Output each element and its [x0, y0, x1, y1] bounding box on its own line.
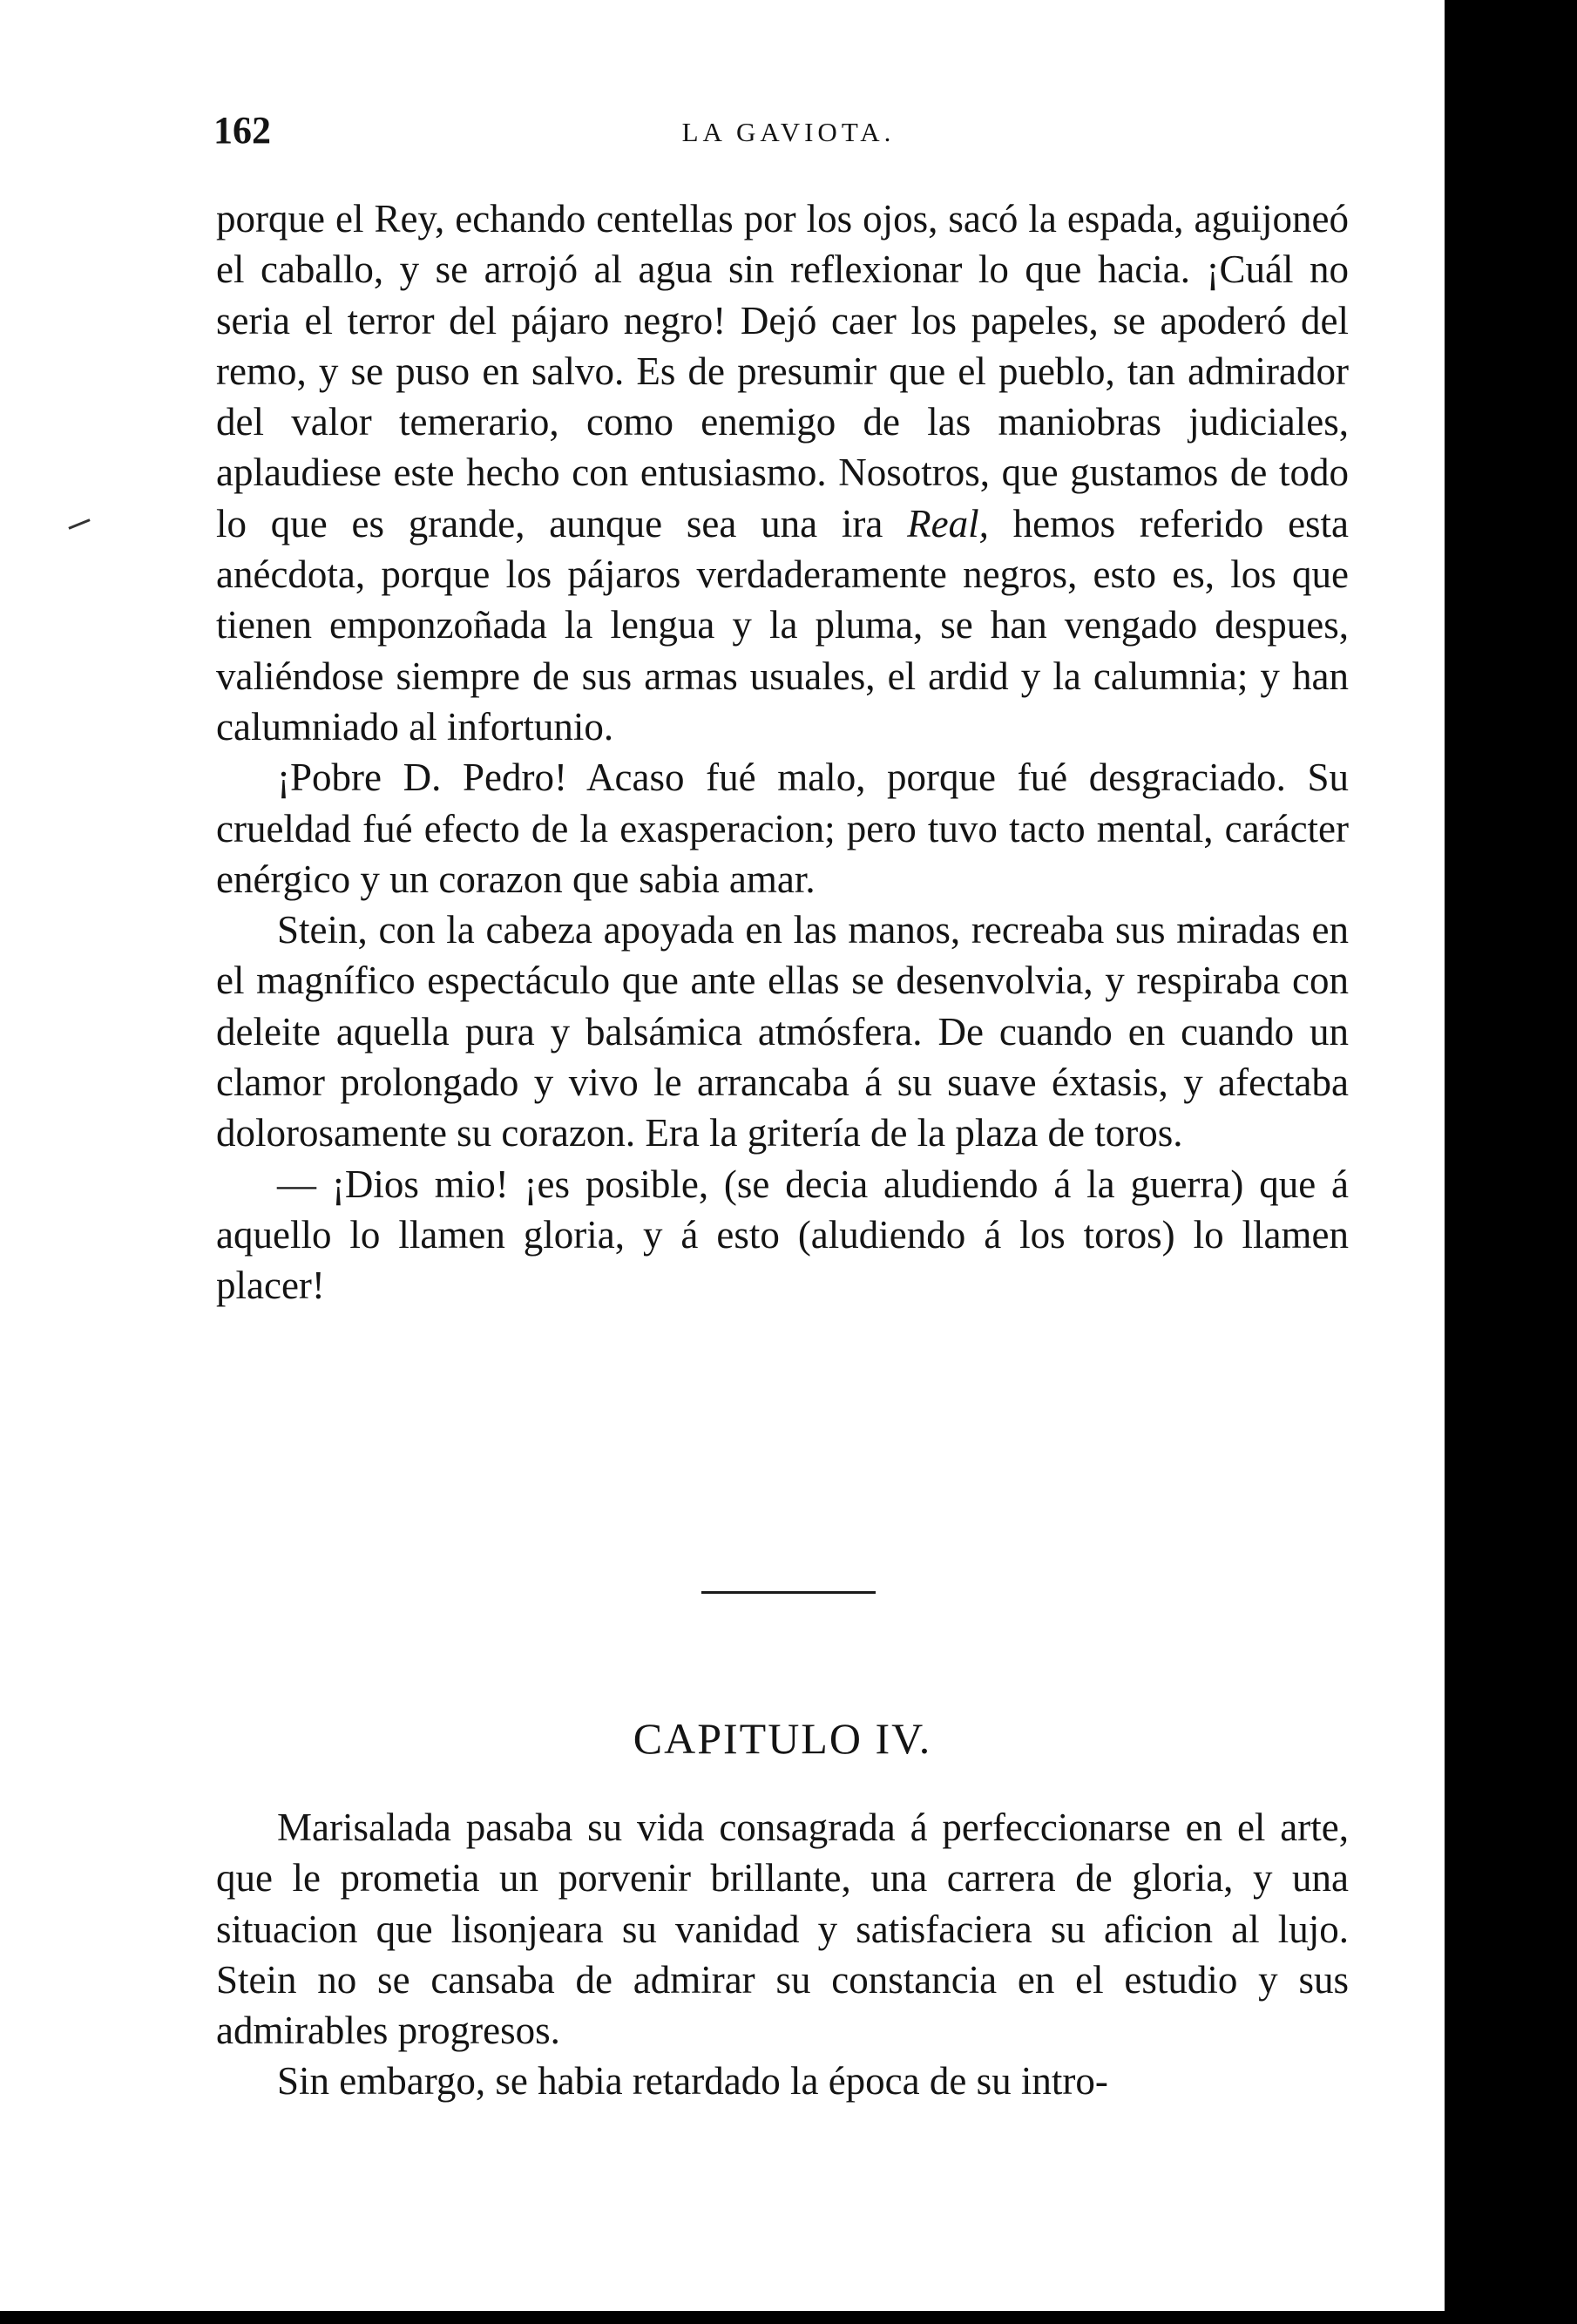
running-head [213, 105, 1364, 157]
paragraph-dialogue: — ¡Dios mio! ¡es posible, (se decia aludiendo á la guerra) que á aquello lo llamen gloria, y á esto (aludiendo á los toros) lo llamen placer! [216, 1162, 1349, 1308]
paragraph-text: porque el Rey, echando centellas por los ojos, sacó la espada, aguijoneó el caballo, y se arrojó al agua sin reflexionar lo que hacia. ¡Cuál no seria el terror del pájaro negro! Dejó caer los papeles, se apoderó del remo, y se puso en salvo. Es de presumir que el pueblo, tan admirador del valor temerario, como enemigo de las maniobras judiciales, aplaudiese este hecho con entusiasmo. Nosotros, que gustamos de todo lo que es grande, aunque sea una ira [216, 197, 1349, 545]
paragraph-rey-anecdote [216, 193, 1349, 752]
scan-dark-edge-bottom [0, 2311, 1577, 2324]
paragraph-stein: Stein, con la cabeza apoyada en las manos, recreaba sus miradas en el magnífico espectáculo que ante ellas se desenvolvia, y respiraba con deleite aquella pura y balsámica atmósfera. De cuando en cuando un clamor prolongado y vivo le arrancaba á su suave éxtasis, y afectaba dolorosamente su corazon. Era la gritería de la plaza de toros. [216, 908, 1349, 1155]
paragraph-pobre-pedro: ¡Pobre D. Pedro! Acaso fué malo, porque fué desgraciado. Su crueldad fué efecto de la exasperacion; pero tuvo tacto mental, carácter enérgico y un corazon que sabia amar. [216, 755, 1349, 901]
book-title: LA GAVIOTA. [681, 117, 896, 147]
paragraph-sin-embargo: Sin embargo, se habia retardado la época de su intro- [277, 2059, 1108, 2104]
italic-word-real: Real, [907, 501, 989, 545]
body-text-top [216, 193, 1349, 1311]
paragraph-marisalada: Marisalada pasaba su vida consagrada á perfeccionarse en el arte, que le prometia un porvenir brillante, una carrera de gloria, y una situacion que lisonjeara su vanidad y satisfaciera su aficion al lujo. Stein no se cansaba de admirar su constancia en el estudio y sus admirables progresos. [216, 1806, 1349, 2053]
paragraph-text-continued: hemos referido esta anécdota, porque los pájaros verdaderamente negros, esto es, los que tienen emponzoñada la lengua y la pluma, se han vengado despues, valiéndose siempre de sus armas usuales, el ardid y la calumnia; y han calumniado al infortunio. [216, 501, 1350, 749]
scan-dark-edge-right [1445, 0, 1577, 2324]
body-text-chapter [216, 1802, 1349, 2107]
margin-pencil-mark [68, 518, 90, 530]
page-number: 162 [213, 109, 271, 152]
chapter-heading: CAPITULO IV. [633, 1714, 932, 1763]
section-divider-rule [701, 1591, 876, 1594]
